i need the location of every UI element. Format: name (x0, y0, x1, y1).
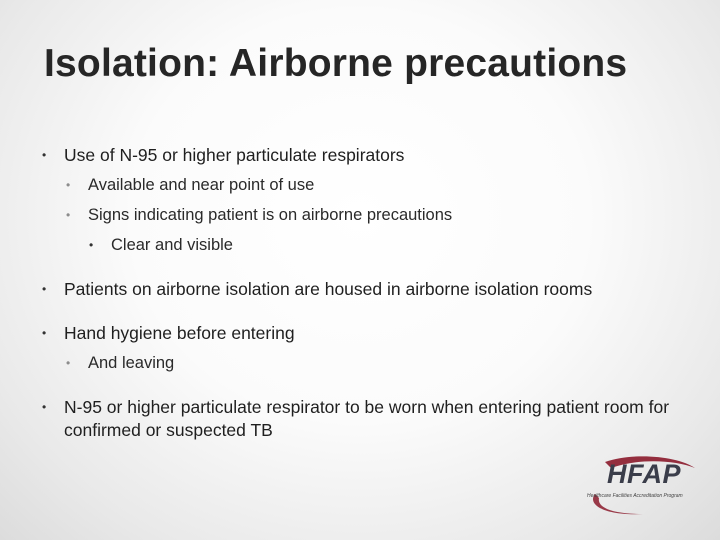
bullet-text: Signs indicating patient is on airborne precautions (88, 206, 453, 224)
bullet-icon: • (42, 148, 47, 162)
bullet-text: Hand hygiene before entering (64, 323, 295, 343)
bullet-icon: • (42, 400, 47, 414)
bullet-item (40, 230, 680, 260)
hfap-logo-tagline: Healthcare Facilities Accreditation Program (587, 493, 683, 499)
bullet-text: And leaving (88, 354, 175, 372)
bullet-item (40, 274, 680, 304)
bullet-icon: • (66, 356, 71, 370)
bullet-list (40, 140, 680, 442)
bullet-item (40, 140, 680, 170)
slide-title: Isolation: Airborne precautions (44, 42, 628, 85)
bullet-icon: • (66, 178, 71, 192)
bullet-item (40, 200, 680, 230)
bullet-icon: • (89, 238, 94, 252)
bullet-text: Clear and visible (111, 236, 233, 254)
bullet-text: N-95 or higher particulate respirator to be worn when entering patient room for confirmed or suspected TB (64, 397, 670, 440)
bullet-icon: • (42, 326, 47, 340)
bullet-item (40, 392, 680, 442)
bullet-text: Use of N-95 or higher particulate respirators (64, 145, 405, 165)
bullet-text: Patients on airborne isolation are housed in airborne isolation rooms (64, 279, 593, 299)
bullet-item (40, 348, 680, 378)
bullet-item (40, 318, 680, 348)
bullet-item (40, 170, 680, 200)
bullet-icon: • (42, 282, 47, 296)
bullet-icon: • (66, 208, 71, 222)
bullet-text: Available and near point of use (88, 176, 315, 194)
hfap-logo: HFAP (607, 459, 682, 489)
